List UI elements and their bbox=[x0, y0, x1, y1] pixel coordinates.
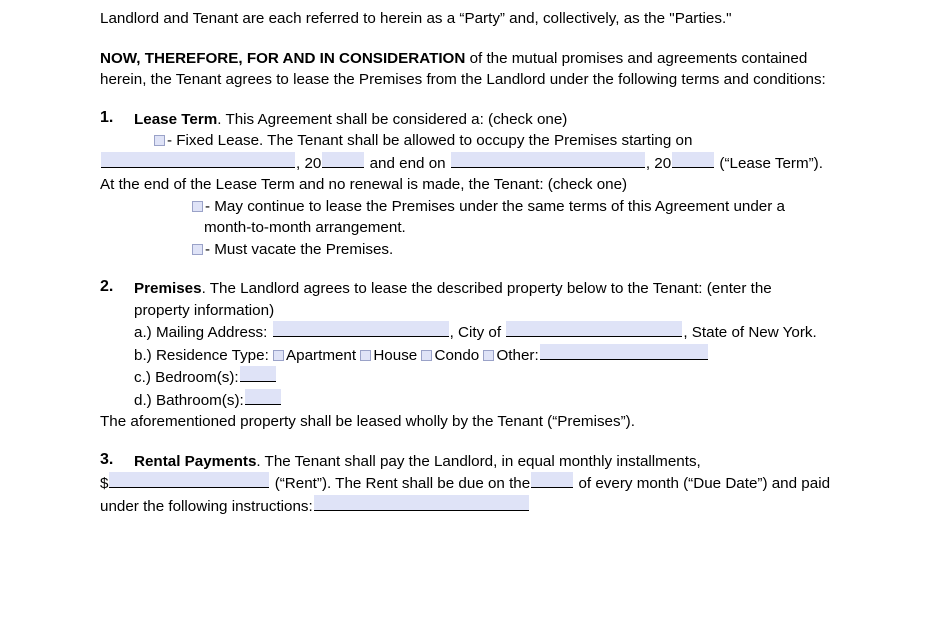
intro-paragraph: Landlord and Tenant are each referred to herein as a “Party” and, collectively, as the "Parties." bbox=[100, 10, 732, 27]
rent-tail: (“Rent”). The Rent shall be due on the bbox=[274, 475, 531, 492]
lease-start-date-blank[interactable] bbox=[101, 152, 295, 168]
rent-amount-blank[interactable] bbox=[109, 472, 269, 488]
bedrooms-line bbox=[134, 366, 830, 389]
section-1-number: 1. bbox=[100, 108, 114, 126]
lease-dates-block bbox=[100, 152, 830, 196]
date-sep-2: , 20 bbox=[645, 154, 672, 172]
checkbox-month-to-month-icon[interactable] bbox=[192, 201, 203, 212]
consideration-bold: NOW, THEREFORE, FOR AND IN CONSIDERATION bbox=[100, 49, 466, 67]
section-3-number: 3. bbox=[100, 450, 114, 468]
mailing-address-blank[interactable] bbox=[273, 321, 449, 337]
mailing-address-label: a.) Mailing Address: bbox=[134, 324, 268, 341]
section-3-title: Rental Payments bbox=[134, 452, 257, 470]
option-house-label: House bbox=[373, 346, 418, 364]
due-tail: of every month (“Due Date”) and paid under the following instructions: bbox=[100, 475, 831, 515]
consideration-rest: of the mutual promises and agreements contained herein, the Tenant agrees to lease the Premises from the Landlord under the following terms and conditions: bbox=[100, 49, 826, 88]
section-3-heading bbox=[134, 453, 701, 470]
checkbox-apartment-icon[interactable] bbox=[273, 350, 284, 361]
residence-other-blank[interactable] bbox=[540, 344, 708, 360]
fixed-lease-block bbox=[134, 130, 830, 152]
city-blank[interactable] bbox=[506, 321, 682, 337]
section-premises bbox=[100, 278, 830, 433]
dollar-sign: $ bbox=[100, 475, 109, 492]
city-sep: , City of bbox=[449, 324, 502, 341]
section-2-number: 2. bbox=[100, 278, 114, 295]
lease-term-tail: (“Lease Term”). At the end of the Lease Term and no renewal is made, the Tenant: (check one) bbox=[100, 154, 823, 193]
section-3-body bbox=[100, 451, 831, 518]
option-apartment-label: Apartment bbox=[286, 346, 357, 364]
section-1-lead: . This Agreement shall be considered a: (check one) bbox=[217, 110, 568, 128]
lease-start-year-blank[interactable] bbox=[322, 152, 364, 168]
section-1-body bbox=[100, 109, 830, 261]
lease-end-date-blank[interactable] bbox=[451, 152, 645, 168]
option-month-to-month bbox=[134, 196, 830, 239]
residence-type-label: b.) Residence Type: bbox=[134, 346, 269, 364]
checkbox-other-icon[interactable] bbox=[483, 350, 494, 361]
option-month-label: - May continue to lease the Premises under the same terms of this Agreement under a month-to-month arrangement. bbox=[204, 197, 785, 236]
option-vacate-label: - Must vacate the Premises. bbox=[205, 240, 394, 258]
bathrooms-label: d.) Bathroom(s): bbox=[134, 391, 244, 409]
checkbox-fixed-lease-icon[interactable] bbox=[154, 135, 165, 146]
section-rental-payments bbox=[100, 451, 830, 518]
due-date-blank[interactable] bbox=[531, 472, 573, 488]
bathrooms-line bbox=[134, 389, 830, 412]
consideration-paragraph bbox=[100, 48, 830, 91]
date-sep-1: , 20 bbox=[296, 154, 322, 172]
option-other-label: Other: bbox=[496, 346, 539, 364]
checkbox-condo-icon[interactable] bbox=[421, 350, 432, 361]
bedrooms-blank[interactable] bbox=[240, 366, 276, 382]
section-2-title: Premises bbox=[134, 280, 202, 297]
section-1-title: Lease Term bbox=[134, 110, 218, 128]
payment-instructions-blank[interactable] bbox=[314, 495, 529, 511]
residence-type-line bbox=[134, 344, 830, 367]
section-3-lead: . The Tenant shall pay the Landlord, in equal monthly installments, bbox=[256, 452, 701, 470]
checkbox-house-icon[interactable] bbox=[360, 350, 371, 361]
option-condo-label: Condo bbox=[434, 346, 480, 364]
lease-mid-text: and end on bbox=[369, 154, 446, 172]
section-1-heading bbox=[134, 111, 567, 128]
rent-amount-line bbox=[100, 472, 830, 517]
bedrooms-label: c.) Bedroom(s): bbox=[134, 369, 239, 386]
option-vacate bbox=[134, 239, 830, 261]
state-tail: , State of New York. bbox=[683, 324, 817, 341]
lease-end-year-blank[interactable] bbox=[672, 152, 714, 168]
bathrooms-blank[interactable] bbox=[245, 389, 281, 405]
section-2-body bbox=[100, 278, 830, 433]
section-lease-term bbox=[100, 109, 830, 261]
section-2-lead: . The Landlord agrees to lease the described property below to the Tenant: (enter the property information) bbox=[134, 280, 772, 319]
premises-address-line bbox=[134, 321, 830, 344]
fixed-lease-label: - Fixed Lease. The Tenant shall be allowed to occupy the Premises starting on bbox=[167, 132, 693, 149]
premises-closing-line: The aforementioned property shall be leased wholly by the Tenant (“Premises”). bbox=[100, 413, 635, 430]
checkbox-vacate-icon[interactable] bbox=[192, 244, 203, 255]
section-2-heading bbox=[134, 280, 772, 319]
